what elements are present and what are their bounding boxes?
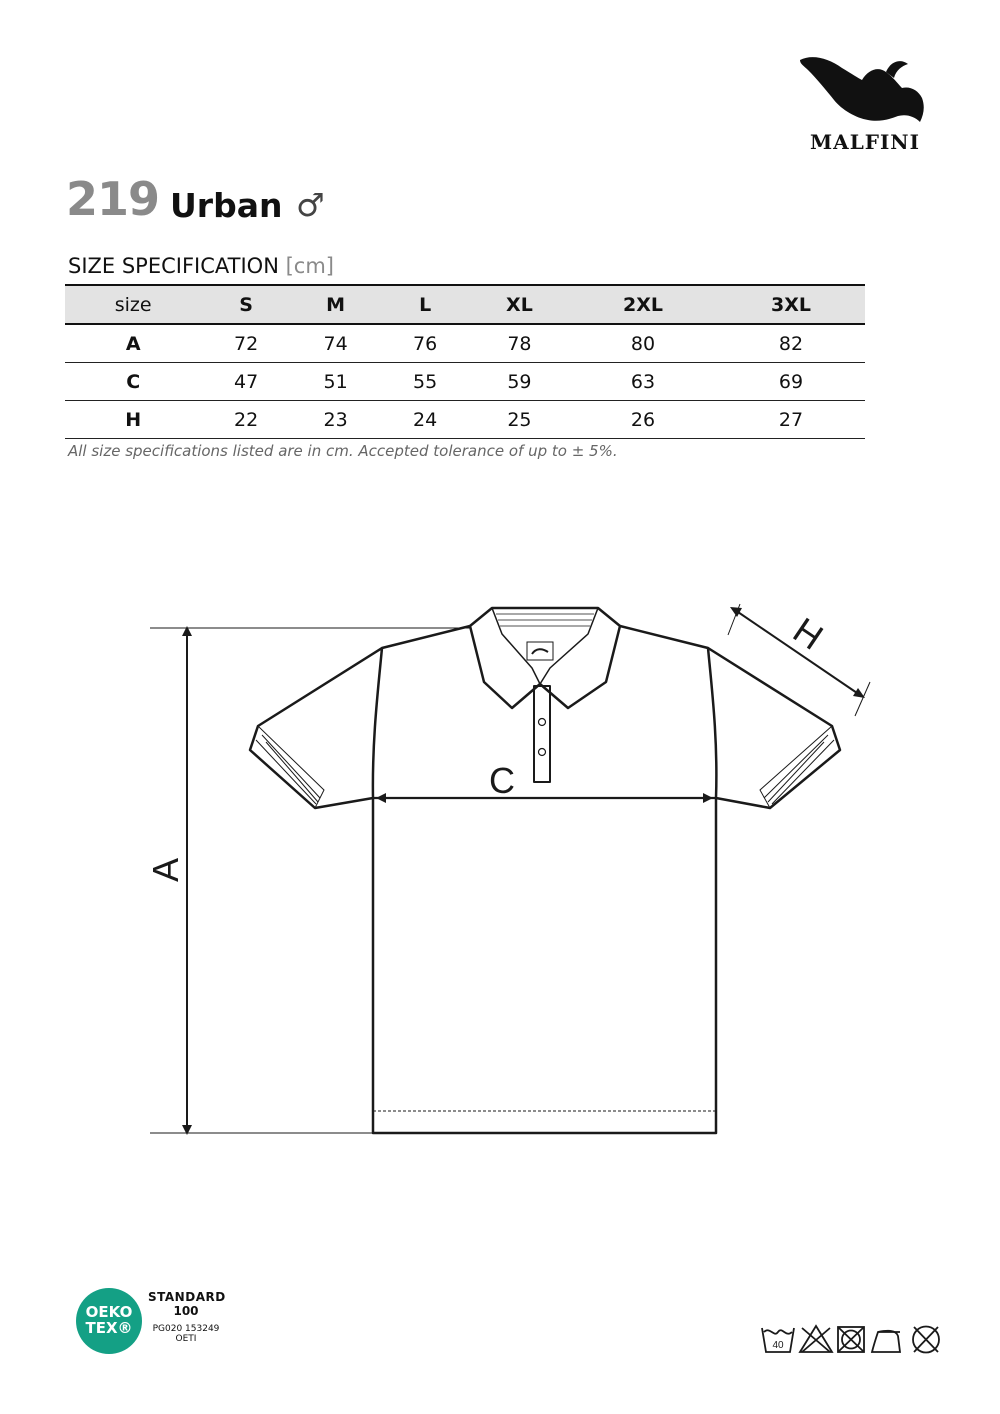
table-cell: 63 (569, 363, 717, 401)
table-cell: A (65, 324, 201, 363)
table-cell: 72 (201, 324, 291, 363)
table-cell: 74 (291, 324, 381, 363)
bird-icon (790, 48, 940, 130)
header-cell: 3XL (717, 285, 865, 324)
brand-logo (790, 48, 940, 158)
size-table (65, 284, 865, 439)
badge-line2: TEX® (85, 1319, 133, 1337)
header-cell: 2XL (569, 285, 717, 324)
iron-icon (872, 1331, 900, 1352)
table-cell: 22 (201, 401, 291, 439)
wash-40-icon (762, 1328, 794, 1352)
no-dry-clean-icon (913, 1327, 939, 1353)
table-cell: 51 (291, 363, 381, 401)
header-cell: XL (470, 285, 569, 324)
table-cell: H (65, 401, 201, 439)
table-cell: 69 (717, 363, 865, 401)
standard-label: STANDARD (148, 1290, 226, 1304)
table-cell: 76 (380, 324, 470, 363)
spec-title (68, 254, 334, 278)
wash-temp: 40 (772, 1340, 784, 1351)
spec-title-text: SIZE SPECIFICATION (68, 254, 279, 278)
certificate-institute: OETI (175, 1334, 197, 1344)
oeko-tex-badge (76, 1288, 142, 1354)
polo-shirt-diagram (140, 590, 880, 1150)
table-cell: 82 (717, 324, 865, 363)
label-h: H (786, 609, 831, 658)
table-cell: 25 (470, 401, 569, 439)
table-row (65, 324, 865, 363)
table-cell: 26 (569, 401, 717, 439)
male-symbol-icon: ♂ (296, 186, 325, 224)
spec-unit: [cm] (285, 254, 334, 278)
header-cell: size (65, 285, 201, 324)
no-bleach-icon (800, 1326, 832, 1352)
table-cell: 23 (291, 401, 381, 439)
table-cell: 78 (470, 324, 569, 363)
table-row (65, 401, 865, 439)
table-header-row (65, 285, 865, 324)
table-cell: 59 (470, 363, 569, 401)
tolerance-note: All size specifications listed are in cm. Accepted tolerance of up to ± 5%. (68, 442, 618, 460)
product-name: Urban (170, 186, 283, 225)
header-cell: L (380, 285, 470, 324)
badge-line1: OEKO (85, 1303, 133, 1321)
table-cell: 47 (201, 363, 291, 401)
table-row (65, 363, 865, 401)
oeko-tex-standard (148, 1290, 224, 1344)
header-cell: M (291, 285, 381, 324)
no-tumble-dry-icon (838, 1327, 864, 1352)
table-cell: 27 (717, 401, 865, 439)
label-c: C (489, 760, 515, 801)
certificate-code: PG020 153249 (152, 1324, 220, 1334)
table-cell: C (65, 363, 201, 401)
table-cell: 24 (380, 401, 470, 439)
brand-name: MALFINI (810, 130, 920, 154)
table-cell: 55 (380, 363, 470, 401)
table-cell: 80 (569, 324, 717, 363)
standard-number: 100 (173, 1304, 199, 1318)
label-a: A (145, 857, 186, 883)
header-cell: S (201, 285, 291, 324)
product-number: 219 (66, 172, 160, 226)
polo-shirt-icon (140, 590, 880, 1150)
care-symbols (760, 1322, 945, 1356)
